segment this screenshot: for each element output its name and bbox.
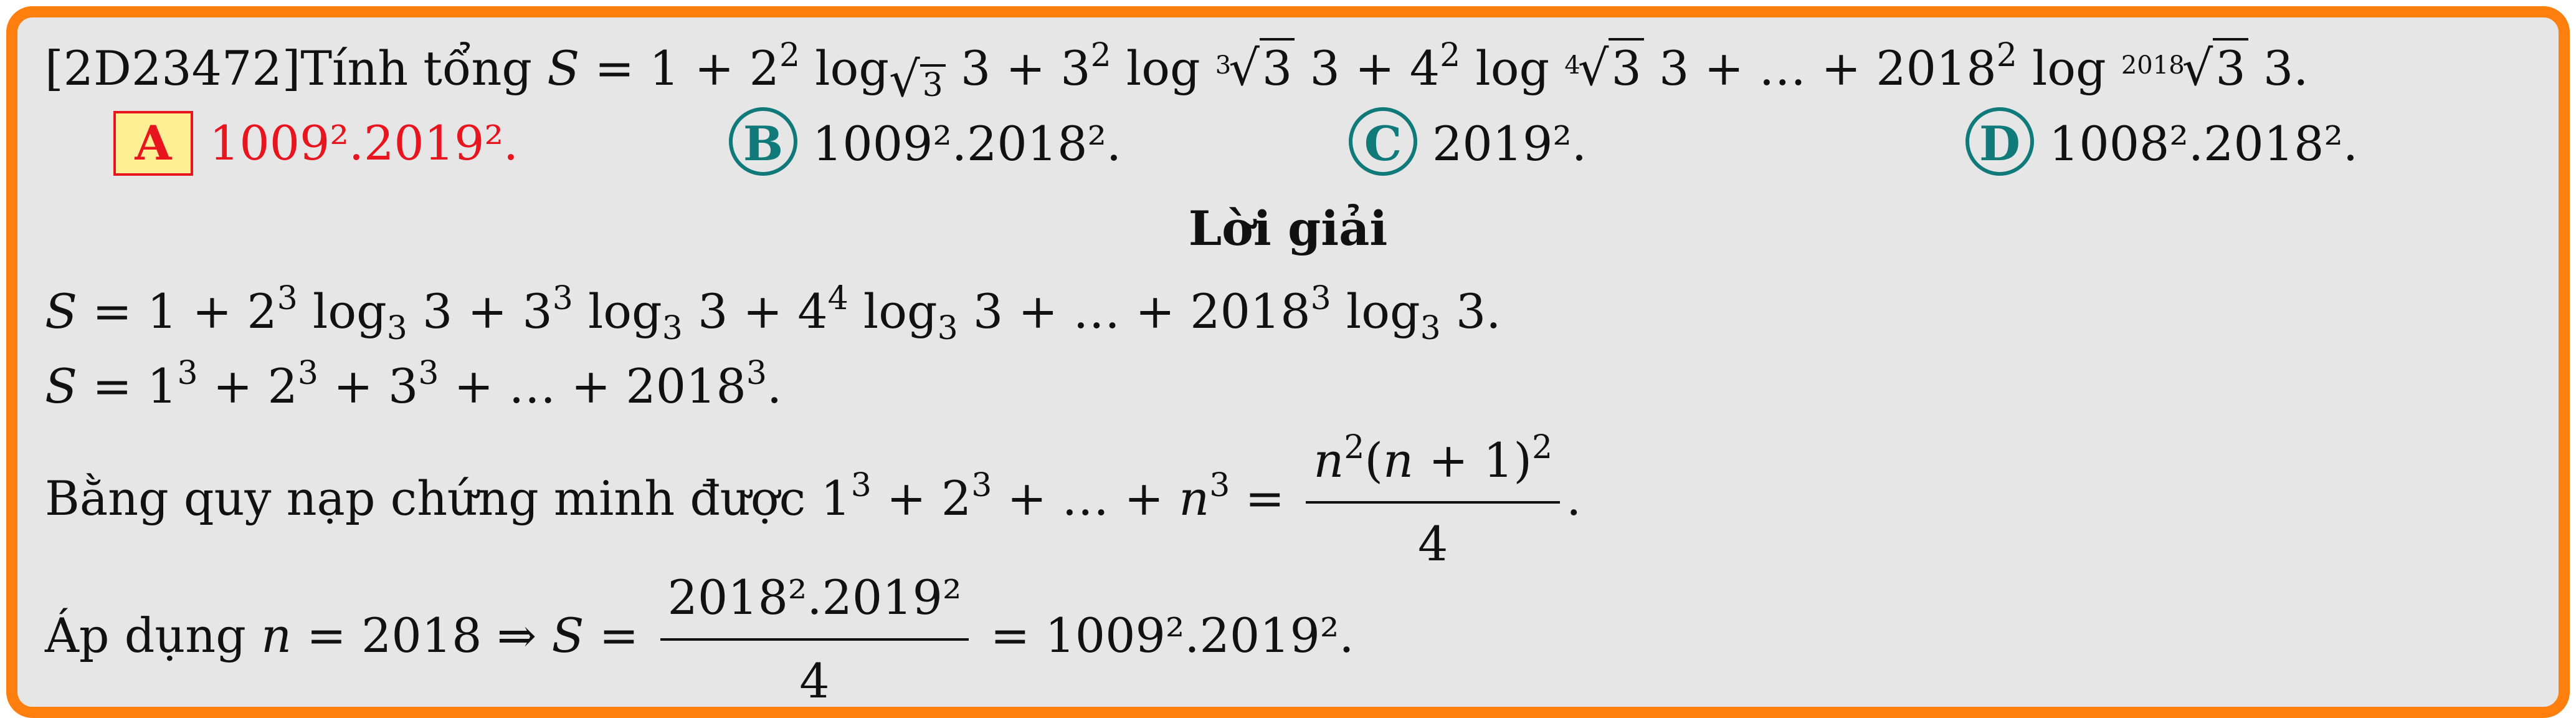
choice-c[interactable] xyxy=(1349,107,1587,176)
choice-a[interactable] xyxy=(113,111,518,176)
choice-d[interactable] xyxy=(1965,107,2358,176)
choice-b-label: B xyxy=(729,107,797,176)
final-result: 1009².2019². xyxy=(1045,608,1354,663)
solution-line-1: $S = 1 + 2^3$ $\log_3 3 + 3^3$ $\log_3 3 + 4^4$ $\log_3 3$ + … + $2018^3$ $\log_3 3$. xyxy=(45,280,1501,347)
solution-line-4: Áp dụng n = 2018 ⇒ S = $\frac{\text{2018².2019²}}{4}$ = 1009².2019². xyxy=(45,561,1354,718)
choice-b[interactable] xyxy=(729,107,1121,176)
choice-a-label: A xyxy=(113,111,193,176)
question-code: [2D23472] xyxy=(45,41,301,96)
final-fraction-denominator: 4 xyxy=(799,653,830,709)
final-fraction-numerator: 2018².2019² xyxy=(660,561,969,641)
solution-line-3: Bằng quy nạp chứng minh được $1^3 + 2^3$ + … + $n^3$ = $\frac{n^2(n + 1)^2}{4}$ . xyxy=(45,424,1581,581)
choice-c-label: C xyxy=(1349,107,1417,176)
choice-b-text: 1009².2018². xyxy=(812,116,1122,171)
choice-d-text: 1008².2018². xyxy=(2049,116,2359,171)
choice-c-text: 2019². xyxy=(1432,116,1587,171)
solution-title: Lời giải xyxy=(1188,201,1388,256)
question-prompt: Tính tổng xyxy=(300,41,533,96)
solution-line-2: $S = 1^3 + 2^3 + 3^3$ + … + $2018^3$. xyxy=(45,355,782,414)
induction-fraction: $\frac{n^2(n + 1)^2}{4}$ xyxy=(1306,424,1560,581)
n-value: 2018 xyxy=(361,608,482,663)
choice-a-text: 1009².2019². xyxy=(209,115,519,171)
question-line: [2D23472]Tính tổng $S = 1 + 2^2$ $\log_{√3} 3 + 3^2$ log $^3$√3 $3 + 4^2$ log $^4$√3 3 + … + $2018^2$ log $^{2018}$√3 3. xyxy=(45,37,2309,108)
final-fraction xyxy=(660,561,969,718)
choice-d-label: D xyxy=(1965,107,2034,176)
induction-text: Bằng quy nạp chứng minh được xyxy=(45,471,806,526)
apply-text: Áp dụng xyxy=(45,608,246,663)
